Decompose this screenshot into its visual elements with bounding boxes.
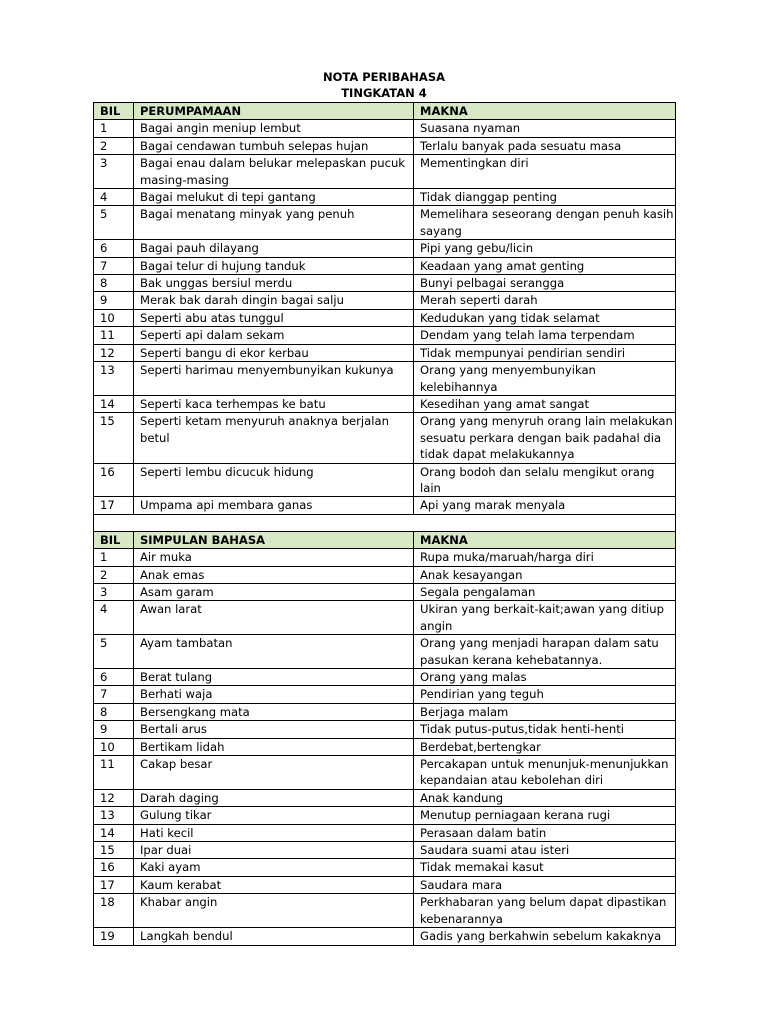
table-row xyxy=(94,362,676,396)
makna-cell: Orang yang menyruh orang lain melakukan sesuatu perkara dengan baik padahal dia tidak dapat melakukannya xyxy=(414,413,676,463)
makna-cell: Mementingkan diri xyxy=(414,155,676,189)
bil-cell: 19 xyxy=(94,928,134,945)
table-row xyxy=(94,635,676,669)
phrase-cell: Ayam tambatan xyxy=(134,635,414,669)
phrase-cell: Seperti abu atas tunggul xyxy=(134,309,414,326)
bil-cell: 9 xyxy=(94,292,134,309)
makna-cell: Terlalu banyak pada sesuatu masa xyxy=(414,137,676,154)
makna-cell: Orang yang malas xyxy=(414,669,676,686)
bil-cell: 3 xyxy=(94,583,134,600)
table-row xyxy=(94,789,676,806)
column-header: SIMPULAN BAHASA xyxy=(134,531,414,548)
table-row xyxy=(94,601,676,635)
bil-cell: 14 xyxy=(94,395,134,412)
table-row xyxy=(94,206,676,240)
spacer-cell xyxy=(94,514,676,531)
makna-cell: Berjaga malam xyxy=(414,703,676,720)
phrase-cell: Merak bak darah dingin bagai salju xyxy=(134,292,414,309)
makna-cell: Memelihara seseorang dengan penuh kasih sayang xyxy=(414,206,676,240)
phrase-cell: Anak emas xyxy=(134,566,414,583)
phrase-cell: Kaum kerabat xyxy=(134,876,414,893)
column-header: BIL xyxy=(94,531,134,548)
phrase-cell: Khabar angin xyxy=(134,894,414,928)
makna-cell: Tidak putus-putus,tidak henti-henti xyxy=(414,721,676,738)
table-row xyxy=(94,292,676,309)
bil-cell: 16 xyxy=(94,463,134,497)
makna-cell: Ukiran yang berkait-kait;awan yang ditiup angin xyxy=(414,601,676,635)
bil-cell: 2 xyxy=(94,566,134,583)
makna-cell: Suasana nyaman xyxy=(414,120,676,137)
makna-cell: Rupa muka/maruah/harga diri xyxy=(414,549,676,566)
table-row xyxy=(94,309,676,326)
phrase-cell: Kaki ayam xyxy=(134,859,414,876)
makna-cell: Keadaan yang amat genting xyxy=(414,257,676,274)
phrase-cell: Bagai cendawan tumbuh selepas hujan xyxy=(134,137,414,154)
bil-cell: 4 xyxy=(94,189,134,206)
bil-cell: 10 xyxy=(94,738,134,755)
column-header: PERUMPAMAAN xyxy=(134,103,414,120)
makna-cell: Segala pengalaman xyxy=(414,583,676,600)
makna-cell: Api yang marak menyala xyxy=(414,497,676,514)
phrase-cell: Seperti lembu dicucuk hidung xyxy=(134,463,414,497)
peribahasa-table xyxy=(93,102,676,946)
table-row xyxy=(94,137,676,154)
bil-cell: 11 xyxy=(94,756,134,790)
table-row xyxy=(94,463,676,497)
table-row xyxy=(94,928,676,945)
table-row xyxy=(94,240,676,257)
makna-cell: Tidak mempunyai pendirian sendiri xyxy=(414,344,676,361)
table-row xyxy=(94,189,676,206)
bil-cell: 10 xyxy=(94,309,134,326)
phrase-cell: Berat tulang xyxy=(134,669,414,686)
phrase-cell: Seperti ketam menyuruh anaknya berjalan betul xyxy=(134,413,414,463)
makna-cell: Orang yang menyembunyikan kelebihannya xyxy=(414,362,676,396)
bil-cell: 13 xyxy=(94,362,134,396)
makna-cell: Kesedihan yang amat sangat xyxy=(414,395,676,412)
bil-cell: 2 xyxy=(94,137,134,154)
bil-cell: 18 xyxy=(94,894,134,928)
phrase-cell: Seperti kaca terhempas ke batu xyxy=(134,395,414,412)
phrase-cell: Gulung tikar xyxy=(134,807,414,824)
table-row xyxy=(94,824,676,841)
column-header: BIL xyxy=(94,103,134,120)
makna-cell: Tidak dianggap penting xyxy=(414,189,676,206)
table-row xyxy=(94,583,676,600)
phrase-cell: Awan larat xyxy=(134,601,414,635)
bil-cell: 1 xyxy=(94,549,134,566)
makna-cell: Perkhabaran yang belum dapat dipastikan kebenarannya xyxy=(414,894,676,928)
bil-cell: 7 xyxy=(94,686,134,703)
bil-cell: 17 xyxy=(94,876,134,893)
table-row xyxy=(94,859,676,876)
phrase-cell: Bak unggas bersiul merdu xyxy=(134,275,414,292)
bil-cell: 12 xyxy=(94,344,134,361)
phrase-cell: Darah daging xyxy=(134,789,414,806)
table-row xyxy=(94,327,676,344)
phrase-cell: Bertikam lidah xyxy=(134,738,414,755)
table-row xyxy=(94,669,676,686)
phrase-cell: Air muka xyxy=(134,549,414,566)
makna-cell: Tidak memakai kasut xyxy=(414,859,676,876)
bil-cell: 11 xyxy=(94,327,134,344)
phrase-cell: Hati kecil xyxy=(134,824,414,841)
bil-cell: 6 xyxy=(94,669,134,686)
makna-cell: Pendirian yang teguh xyxy=(414,686,676,703)
table-row xyxy=(94,155,676,189)
table-row xyxy=(94,275,676,292)
bil-cell: 13 xyxy=(94,807,134,824)
phrase-cell: Bagai enau dalam belukar melepaskan pucuk masing-masing xyxy=(134,155,414,189)
phrase-cell: Bertali arus xyxy=(134,721,414,738)
makna-cell: Pipi yang gebu/licin xyxy=(414,240,676,257)
section-spacer-row xyxy=(94,514,676,531)
makna-cell: Menutup perniagaan kerana rugi xyxy=(414,807,676,824)
makna-cell: Kedudukan yang tidak selamat xyxy=(414,309,676,326)
column-header: MAKNA xyxy=(414,103,676,120)
bil-cell: 9 xyxy=(94,721,134,738)
document-subtitle: TINGKATAN 4 xyxy=(341,86,427,100)
table-row xyxy=(94,876,676,893)
makna-cell: Percakapan untuk menunjuk-menunjukkan kepandaian atau kebolehan diri xyxy=(414,756,676,790)
table-row xyxy=(94,497,676,514)
bil-cell: 15 xyxy=(94,842,134,859)
table-row xyxy=(94,413,676,463)
bil-cell: 4 xyxy=(94,601,134,635)
bil-cell: 12 xyxy=(94,789,134,806)
phrase-cell: Seperti bangu di ekor kerbau xyxy=(134,344,414,361)
makna-cell: Merah seperti darah xyxy=(414,292,676,309)
table-row xyxy=(94,549,676,566)
bil-cell: 7 xyxy=(94,257,134,274)
phrase-cell: Seperti api dalam sekam xyxy=(134,327,414,344)
table-row xyxy=(94,120,676,137)
table-row xyxy=(94,721,676,738)
phrase-cell: Ipar duai xyxy=(134,842,414,859)
bil-cell: 3 xyxy=(94,155,134,189)
table-row xyxy=(94,566,676,583)
makna-cell: Anak kesayangan xyxy=(414,566,676,583)
makna-cell: Bunyi pelbagai serangga xyxy=(414,275,676,292)
makna-cell: Perasaan dalam batin xyxy=(414,824,676,841)
makna-cell: Saudara suami atau isteri xyxy=(414,842,676,859)
phrase-cell: Berhati waja xyxy=(134,686,414,703)
bil-cell: 16 xyxy=(94,859,134,876)
table-row xyxy=(94,756,676,790)
bil-cell: 14 xyxy=(94,824,134,841)
section-header-row xyxy=(94,531,676,548)
phrase-cell: Langkah bendul xyxy=(134,928,414,945)
makna-cell: Gadis yang berkahwin sebelum kakaknya xyxy=(414,928,676,945)
phrase-cell: Asam garam xyxy=(134,583,414,600)
table-row xyxy=(94,807,676,824)
table-row xyxy=(94,257,676,274)
makna-cell: Dendam yang telah lama terpendam xyxy=(414,327,676,344)
phrase-cell: Bagai melukut di tepi gantang xyxy=(134,189,414,206)
bil-cell: 15 xyxy=(94,413,134,463)
table-row xyxy=(94,738,676,755)
phrase-cell: Umpama api membara ganas xyxy=(134,497,414,514)
bil-cell: 8 xyxy=(94,703,134,720)
table-row xyxy=(94,894,676,928)
phrase-cell: Bagai pauh dilayang xyxy=(134,240,414,257)
phrase-cell: Bersengkang mata xyxy=(134,703,414,720)
phrase-cell: Bagai menatang minyak yang penuh xyxy=(134,206,414,240)
makna-cell: Orang bodoh dan selalu mengikut orang lain xyxy=(414,463,676,497)
makna-cell: Saudara mara xyxy=(414,876,676,893)
makna-cell: Berdebat,bertengkar xyxy=(414,738,676,755)
bil-cell: 6 xyxy=(94,240,134,257)
phrase-cell: Seperti harimau menyembunyikan kukunya xyxy=(134,362,414,396)
phrase-cell: Bagai telur di hujung tanduk xyxy=(134,257,414,274)
table-body xyxy=(94,103,676,946)
table-row xyxy=(94,686,676,703)
phrase-cell: Cakap besar xyxy=(134,756,414,790)
makna-cell: Orang yang menjadi harapan dalam satu pasukan kerana kehebatannya. xyxy=(414,635,676,669)
makna-cell: Anak kandung xyxy=(414,789,676,806)
table-row xyxy=(94,395,676,412)
section-header-row xyxy=(94,103,676,120)
table-row xyxy=(94,703,676,720)
table-row xyxy=(94,344,676,361)
column-header: MAKNA xyxy=(414,531,676,548)
bil-cell: 5 xyxy=(94,635,134,669)
bil-cell: 17 xyxy=(94,497,134,514)
table-row xyxy=(94,842,676,859)
bil-cell: 5 xyxy=(94,206,134,240)
document-title: NOTA PERIBAHASA xyxy=(322,70,446,84)
bil-cell: 8 xyxy=(94,275,134,292)
bil-cell: 1 xyxy=(94,120,134,137)
phrase-cell: Bagai angin meniup lembut xyxy=(134,120,414,137)
